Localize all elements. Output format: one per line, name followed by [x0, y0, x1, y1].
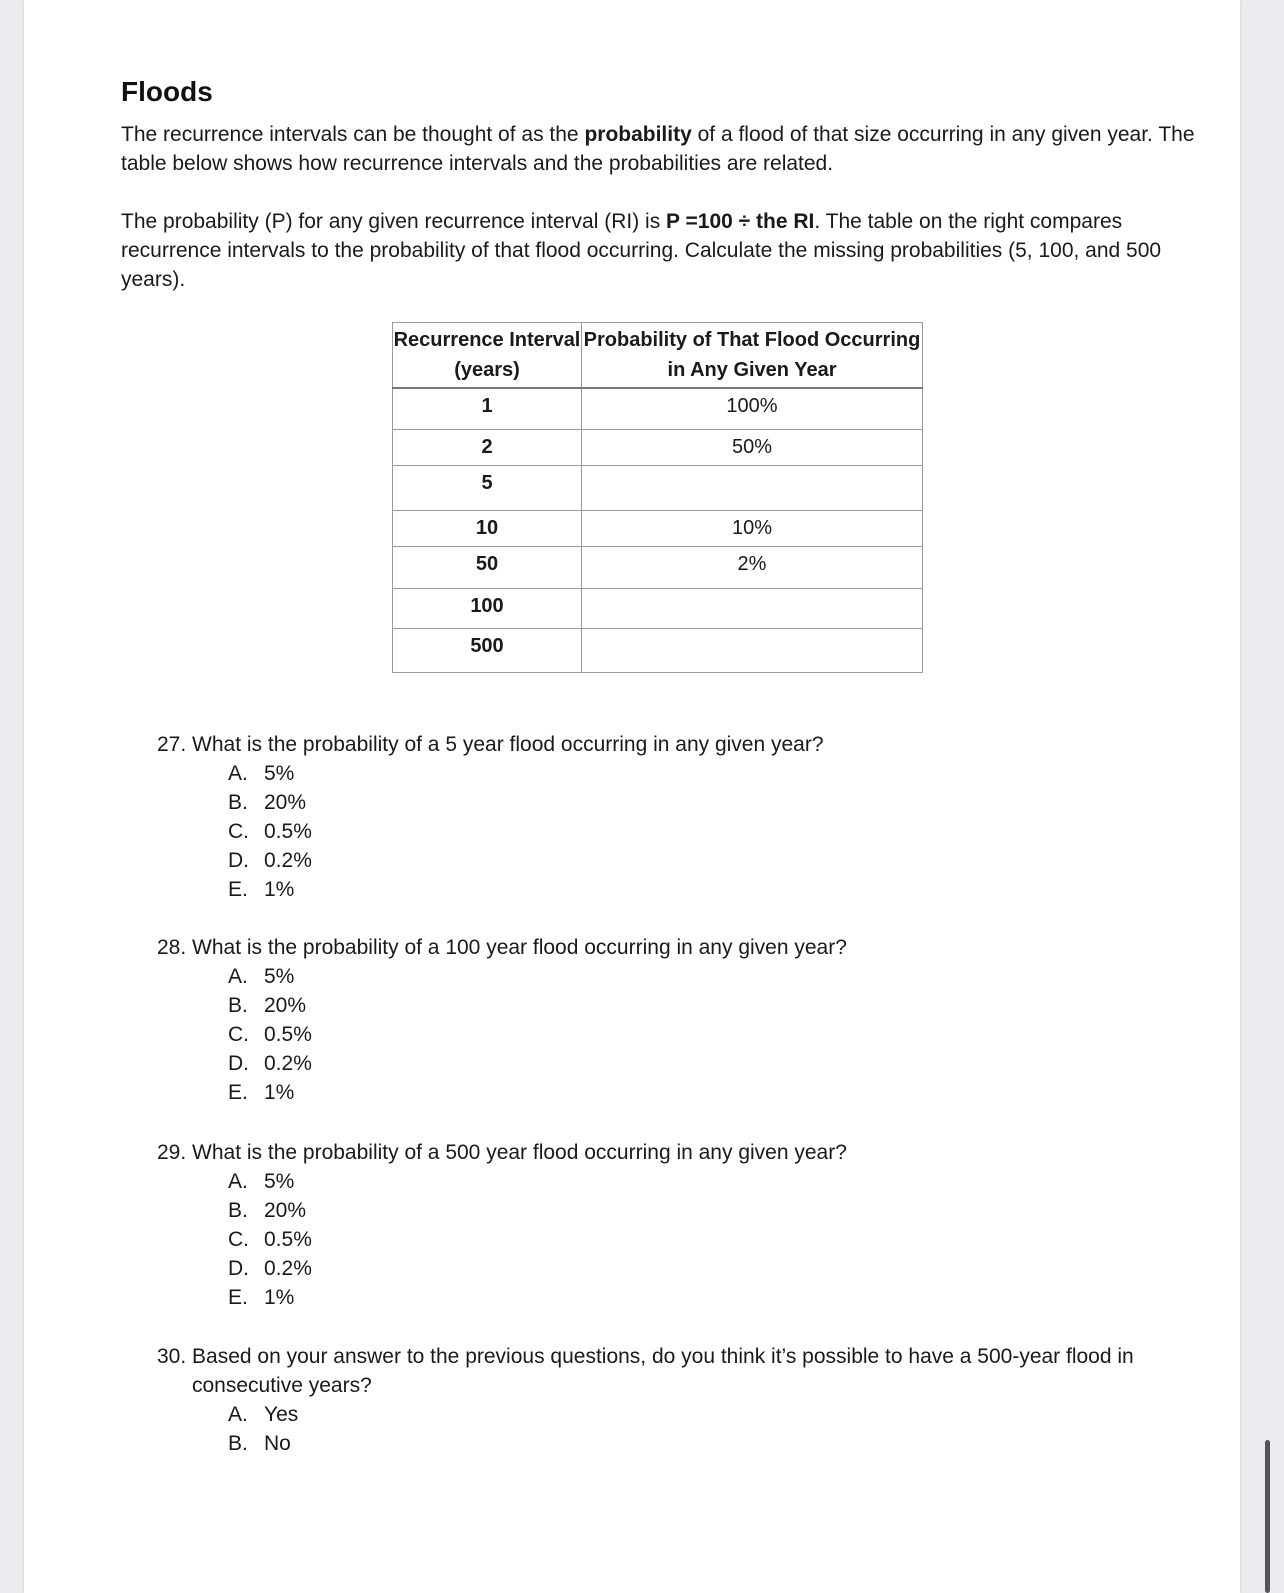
intro-bold-term: probability	[584, 123, 692, 146]
option-value: 0.2%	[264, 849, 312, 872]
option-value: 0.5%	[264, 1023, 312, 1046]
answer-options	[157, 1400, 1197, 1458]
question-text: 28. What is the probability of a 100 year flood occurring in any given year?	[157, 936, 847, 959]
answer-option	[157, 1020, 1197, 1049]
option-letter: A.	[228, 1170, 248, 1193]
option-value: 5%	[264, 965, 295, 988]
probability-cell: 10%	[582, 511, 923, 547]
option-value: No	[264, 1432, 291, 1455]
option-value: Yes	[264, 1403, 299, 1426]
option-letter: A.	[228, 1403, 248, 1426]
document-page	[24, 0, 1240, 1593]
option-value: 5%	[264, 762, 295, 785]
table-row	[393, 589, 923, 629]
answer-option	[157, 1196, 1197, 1225]
page-title: Floods	[121, 76, 213, 107]
answer-option	[157, 1429, 1197, 1458]
ri-cell: 50	[393, 547, 582, 589]
table-row	[393, 430, 923, 466]
formula: P =100 ÷ the RI	[666, 210, 815, 233]
option-letter: E.	[228, 1286, 248, 1309]
option-letter: A.	[228, 762, 248, 785]
option-value: 0.2%	[264, 1052, 312, 1075]
option-letter: D.	[228, 1257, 249, 1280]
column-header-probability: Probability of That Flood Occurring in Any Given Year	[582, 323, 923, 389]
option-value: 5%	[264, 1170, 295, 1193]
option-value: 0.5%	[264, 1228, 312, 1251]
answer-options	[157, 962, 1197, 1107]
answer-option	[157, 788, 1197, 817]
option-letter: C.	[228, 820, 249, 843]
answer-option	[157, 991, 1197, 1020]
scrollbar-thumb[interactable]	[1265, 1440, 1270, 1593]
probability-cell: 100%	[582, 388, 923, 430]
intro-paragraph-1	[121, 120, 1211, 178]
option-letter: B.	[228, 791, 248, 814]
ri-cell: 2	[393, 430, 582, 466]
answer-option	[157, 962, 1197, 991]
option-letter: E.	[228, 1081, 248, 1104]
ri-cell: 500	[393, 629, 582, 673]
option-value: 20%	[264, 994, 307, 1017]
column-header-ri: Recurrence Interval (years)	[393, 323, 582, 389]
table-header-row	[393, 323, 923, 389]
intro-paragraph-2	[121, 207, 1211, 294]
table-row	[393, 629, 923, 673]
probability-cell-blank	[582, 466, 923, 511]
option-letter: C.	[228, 1228, 249, 1251]
answer-options	[157, 759, 1197, 904]
intro-text: The recurrence intervals can be thought of as the	[121, 123, 585, 146]
question-27	[157, 730, 1197, 904]
option-value: 20%	[264, 791, 307, 814]
question-text: 29. What is the probability of a 500 year flood occurring in any given year?	[157, 1141, 847, 1164]
probability-cell-blank	[582, 589, 923, 629]
probability-cell: 2%	[582, 547, 923, 589]
table-row	[393, 388, 923, 430]
ri-cell: 100	[393, 589, 582, 629]
option-letter: C.	[228, 1023, 249, 1046]
option-letter: B.	[228, 994, 248, 1017]
question-text: 27. What is the probability of a 5 year flood occurring in any given year?	[157, 733, 824, 756]
option-letter: D.	[228, 849, 249, 872]
table-row	[393, 547, 923, 589]
answer-options	[157, 1167, 1197, 1312]
probability-cell-blank	[582, 629, 923, 673]
option-value: 1%	[264, 1081, 295, 1104]
question-text: 30. Based on your answer to the previous questions, do you think it’s possible to have a 500-year flood in consecutive years?	[157, 1345, 1134, 1397]
ri-cell: 10	[393, 511, 582, 547]
answer-option	[157, 1400, 1197, 1429]
question-28	[157, 933, 1197, 1107]
answer-option	[157, 1254, 1197, 1283]
option-value: 20%	[264, 1199, 307, 1222]
answer-option	[157, 1283, 1197, 1312]
answer-option	[157, 1078, 1197, 1107]
option-letter: E.	[228, 878, 248, 901]
answer-option	[157, 759, 1197, 788]
answer-option	[157, 875, 1197, 904]
answer-option	[157, 1225, 1197, 1254]
probability-cell: 50%	[582, 430, 923, 466]
option-letter: B.	[228, 1199, 248, 1222]
option-value: 1%	[264, 878, 295, 901]
ri-cell: 5	[393, 466, 582, 511]
table-row	[393, 466, 923, 511]
option-letter: D.	[228, 1052, 249, 1075]
option-value: 0.5%	[264, 820, 312, 843]
answer-option	[157, 846, 1197, 875]
question-30	[157, 1342, 1197, 1458]
option-value: 1%	[264, 1286, 295, 1309]
intro-text: . The table on the right compares recurrence intervals to the probability of that flood occurring. Calculate the missing probabilities (5, 100, and 500 years).	[121, 210, 1162, 291]
intro-text: of a flood of that size occurring in any given year. The table below shows how recurrence intervals and the probabilities are related.	[121, 123, 1195, 175]
recurrence-table	[392, 322, 923, 673]
intro-text: The probability (P) for any given recurrence interval (RI) is	[121, 210, 667, 233]
option-value: 0.2%	[264, 1257, 312, 1280]
answer-option	[157, 817, 1197, 846]
option-letter: A.	[228, 965, 248, 988]
option-letter: B.	[228, 1432, 248, 1455]
ri-cell: 1	[393, 388, 582, 430]
question-29	[157, 1138, 1197, 1312]
table-row	[393, 511, 923, 547]
answer-option	[157, 1049, 1197, 1078]
answer-option	[157, 1167, 1197, 1196]
